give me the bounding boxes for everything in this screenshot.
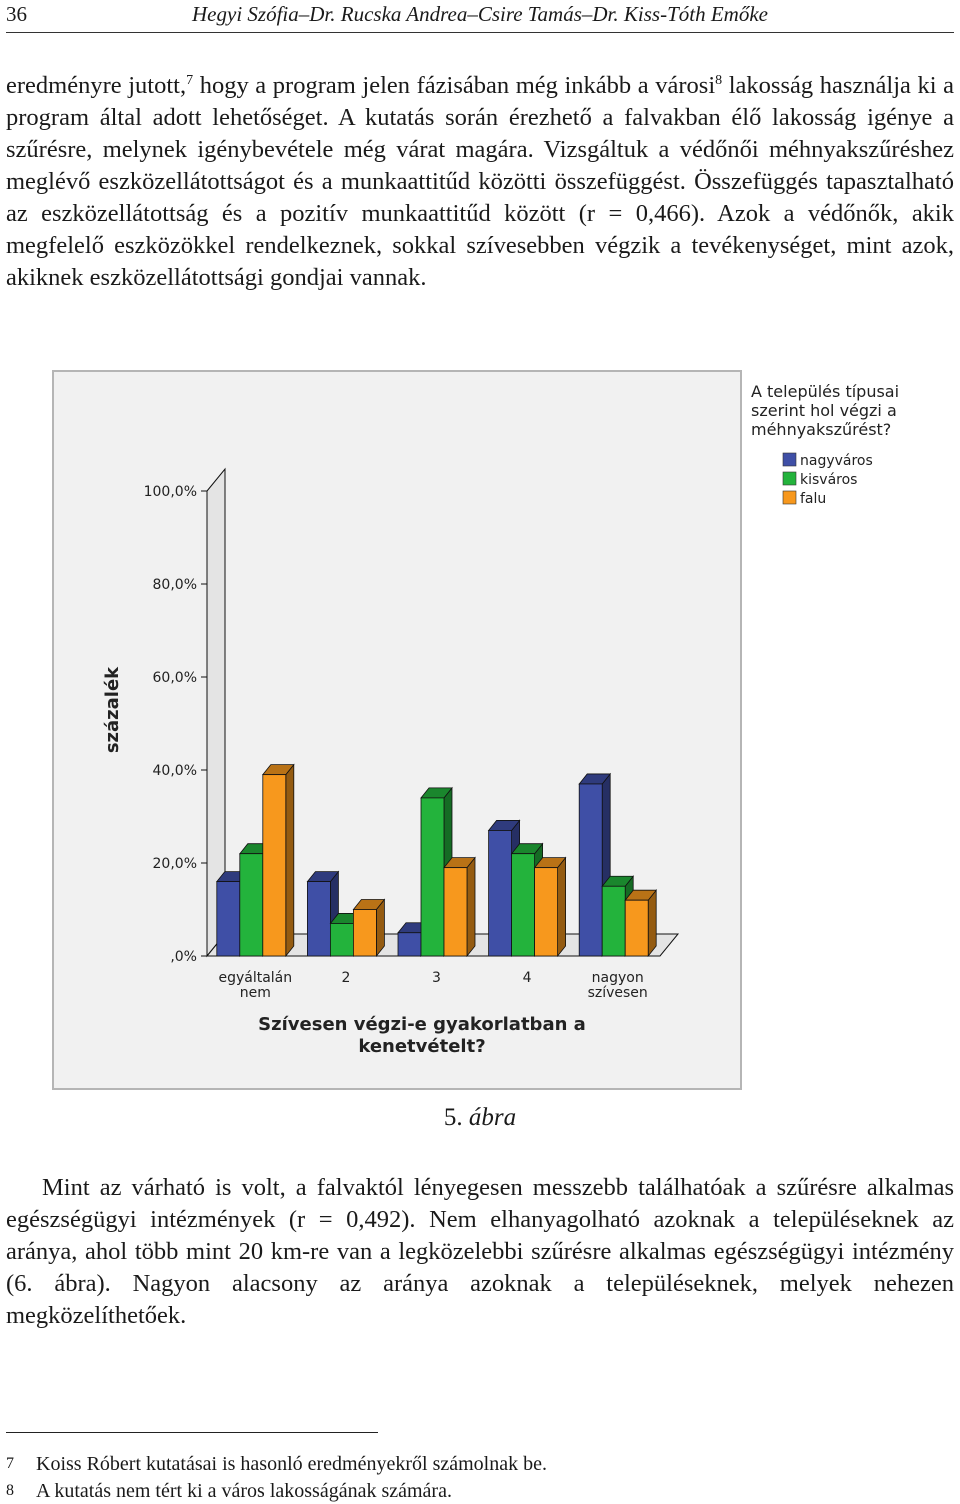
bar-nagyváros — [579, 784, 602, 956]
paragraph-1-text-b: hogy a program jelen fázisában még inkább a városi — [193, 72, 716, 99]
y-tick-label: 100,0% — [143, 484, 197, 500]
x-tick-label: 3 — [432, 970, 441, 986]
bar-side — [286, 765, 294, 956]
bar-falu — [353, 910, 376, 957]
y-tick-label: 80,0% — [152, 577, 197, 593]
x-tick-label: 2 — [341, 970, 351, 986]
x-tick-label: 4 — [522, 970, 532, 986]
bar-falu — [444, 868, 467, 956]
legend-swatch-falu — [783, 491, 796, 504]
x-axis-title: kenetvételt? — [358, 1036, 486, 1057]
bar-kisváros — [512, 854, 535, 956]
bar-kisváros — [330, 923, 353, 956]
x-tick-label: egyáltalán — [218, 970, 293, 986]
footnote-8 — [6, 1479, 954, 1503]
paragraph-2-text: Mint az várható is volt, a falvaktól lényegesen messzebb találhatóak a szűrésre alkalmas egészségügyi intézmények (r = 0,492). Nem elhanyagolható azoknak a településeknek az aránya, ahol több mint 20 km-re van a legközelebbi szűrésre alkalmas egészségügyi intézmény (6. ábra). Nagyon alacsony az aránya azoknak a településeknek, melyek nehezen megközelíthetőek. — [6, 1174, 954, 1329]
footnote-text: A kutatás nem tért ki a város lakosságának számára. — [36, 1480, 452, 1502]
y-tick-label: 20,0% — [152, 856, 197, 872]
legend-title: A település típusai — [751, 382, 900, 401]
footnote-divider — [6, 1432, 378, 1433]
bar-nagyváros — [398, 933, 421, 956]
figure-label: ábra — [468, 1104, 517, 1131]
bar-nagyváros — [489, 830, 512, 956]
footnote-ref-8[interactable]: 8 — [715, 72, 723, 88]
paragraph-1-text-a: eredményre jutott, — [6, 72, 187, 99]
paragraph-1-text-c: lakosság használja ki a program által adott lehetőséget. A kutatás során érezhető a falvakban élő lakosság igénye a szűrésre, melynek igénybevétele még várat magára. Vizsgáltuk a védőnői méhnyakszűréshez meglévő eszközellátottságot és a munkaattitűd közötti összefüggést. Összefüggés tapasztalható az eszközellátottság és a pozitív munkaattitűd között (r = 0,466). Azok a védőnők, akik megfelelő eszközökkel rendelkeznek, sokkal szívesebben végzik a tevékenységet, mint azok, akiknek eszközellátottsági gondjai vannak. — [6, 72, 955, 291]
page-number: 36 — [6, 2, 27, 26]
page-header — [6, 0, 954, 33]
bar-nagyváros — [217, 882, 240, 956]
bar-falu — [625, 900, 648, 956]
legend-title: szerint hol végzi a — [751, 401, 897, 420]
x-tick-label: nem — [239, 985, 271, 1001]
bar-nagyváros — [307, 882, 330, 956]
x-axis-title: Szívesen végzi-e gyakorlatban a — [258, 1014, 586, 1035]
bar-side — [648, 890, 656, 956]
footnote-ref-7[interactable]: 7 — [186, 72, 194, 88]
figure-caption — [0, 1102, 960, 1134]
legend-label: nagyváros — [800, 453, 873, 469]
legend-swatch-nagyváros — [783, 453, 796, 466]
bar-chart — [52, 370, 900, 1090]
bar-side — [467, 858, 475, 956]
bar-falu — [535, 868, 558, 956]
y-axis-title: százalék — [102, 666, 123, 754]
y-tick-label: ,0% — [170, 949, 197, 965]
bar-kisváros — [602, 886, 625, 956]
legend-title: méhnyakszűrést? — [751, 420, 892, 439]
figure-number: 5. — [443, 1104, 463, 1131]
bar-kisváros — [240, 854, 263, 956]
footnote-7 — [6, 1452, 954, 1476]
paragraph-1 — [6, 70, 954, 294]
legend-label: falu — [800, 491, 827, 507]
footnote-number: 7 — [6, 1455, 14, 1472]
x-tick-label: nagyon — [591, 970, 644, 986]
paragraph-2 — [6, 1172, 954, 1332]
footnote-number: 8 — [6, 1482, 14, 1499]
legend-label: kisváros — [800, 472, 858, 488]
y-tick-label: 60,0% — [152, 670, 197, 686]
bar-side — [558, 858, 566, 956]
bar-kisváros — [421, 798, 444, 956]
footnote-text: Koiss Róbert kutatásai is hasonló eredményekről számolnak be. — [36, 1453, 547, 1475]
x-tick-label: szívesen — [587, 985, 648, 1001]
bar-falu — [263, 775, 286, 956]
running-head-authors: Hegyi Szófia–Dr. Rucska Andrea–Csire Tamás–Dr. Kiss-Tóth Emőke — [192, 2, 768, 26]
y-tick-label: 40,0% — [152, 763, 197, 779]
legend-swatch-kisváros — [783, 472, 796, 485]
